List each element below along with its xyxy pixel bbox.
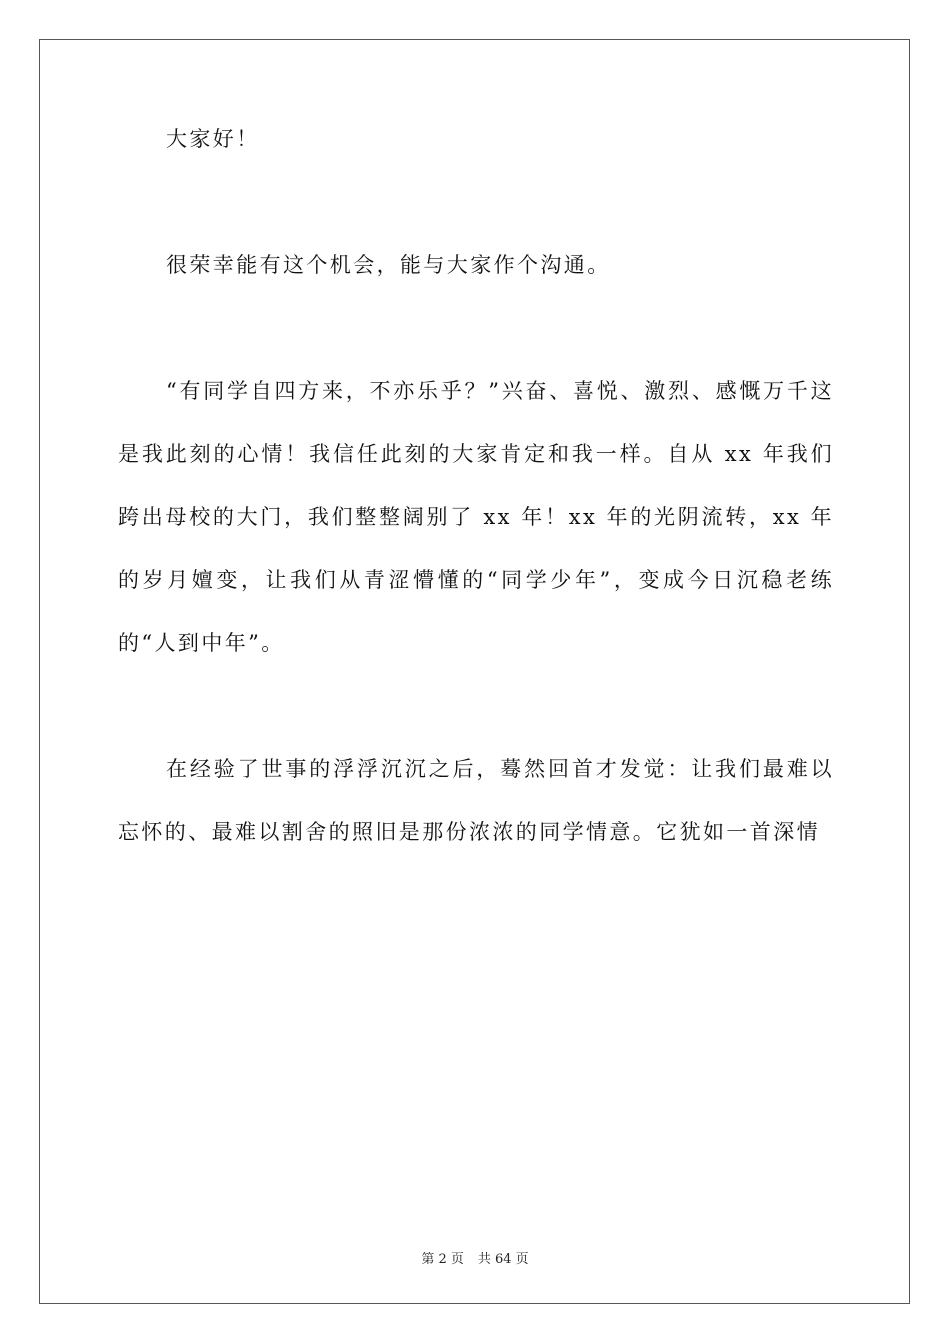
paragraph-friendship: 在经验了世事的浮浮沉沉之后，蓦然回首才发觉：让我们最难以忘怀的、最难以割舍的照旧是那份浓浓的同学情意。它犹如一首深情	[118, 757, 834, 844]
page-footer	[0, 1248, 950, 1267]
paragraph-greeting: 大家好！	[166, 127, 260, 151]
document-body	[118, 108, 834, 927]
page-total: 共 64 页	[477, 1252, 529, 1267]
paragraph-reunion: “有同学自四方来，不亦乐乎？”兴奋、喜悦、激烈、感慨万千这是我此刻的心情！我信任此刻的大家肯定和我一样。自从 xx 年我们跨出母校的大门，我们整整阔别了 xx 年！xx 年的光阴流转，xx 年的岁月嬗变，让我们从青涩懵懂的“同学少年”，变成今日沉稳老练的“人到中年”。	[118, 379, 834, 655]
page-number: 第 2 页	[421, 1252, 464, 1267]
paragraph-intro: 很荣幸能有这个机会，能与大家作个沟通。	[166, 253, 611, 277]
